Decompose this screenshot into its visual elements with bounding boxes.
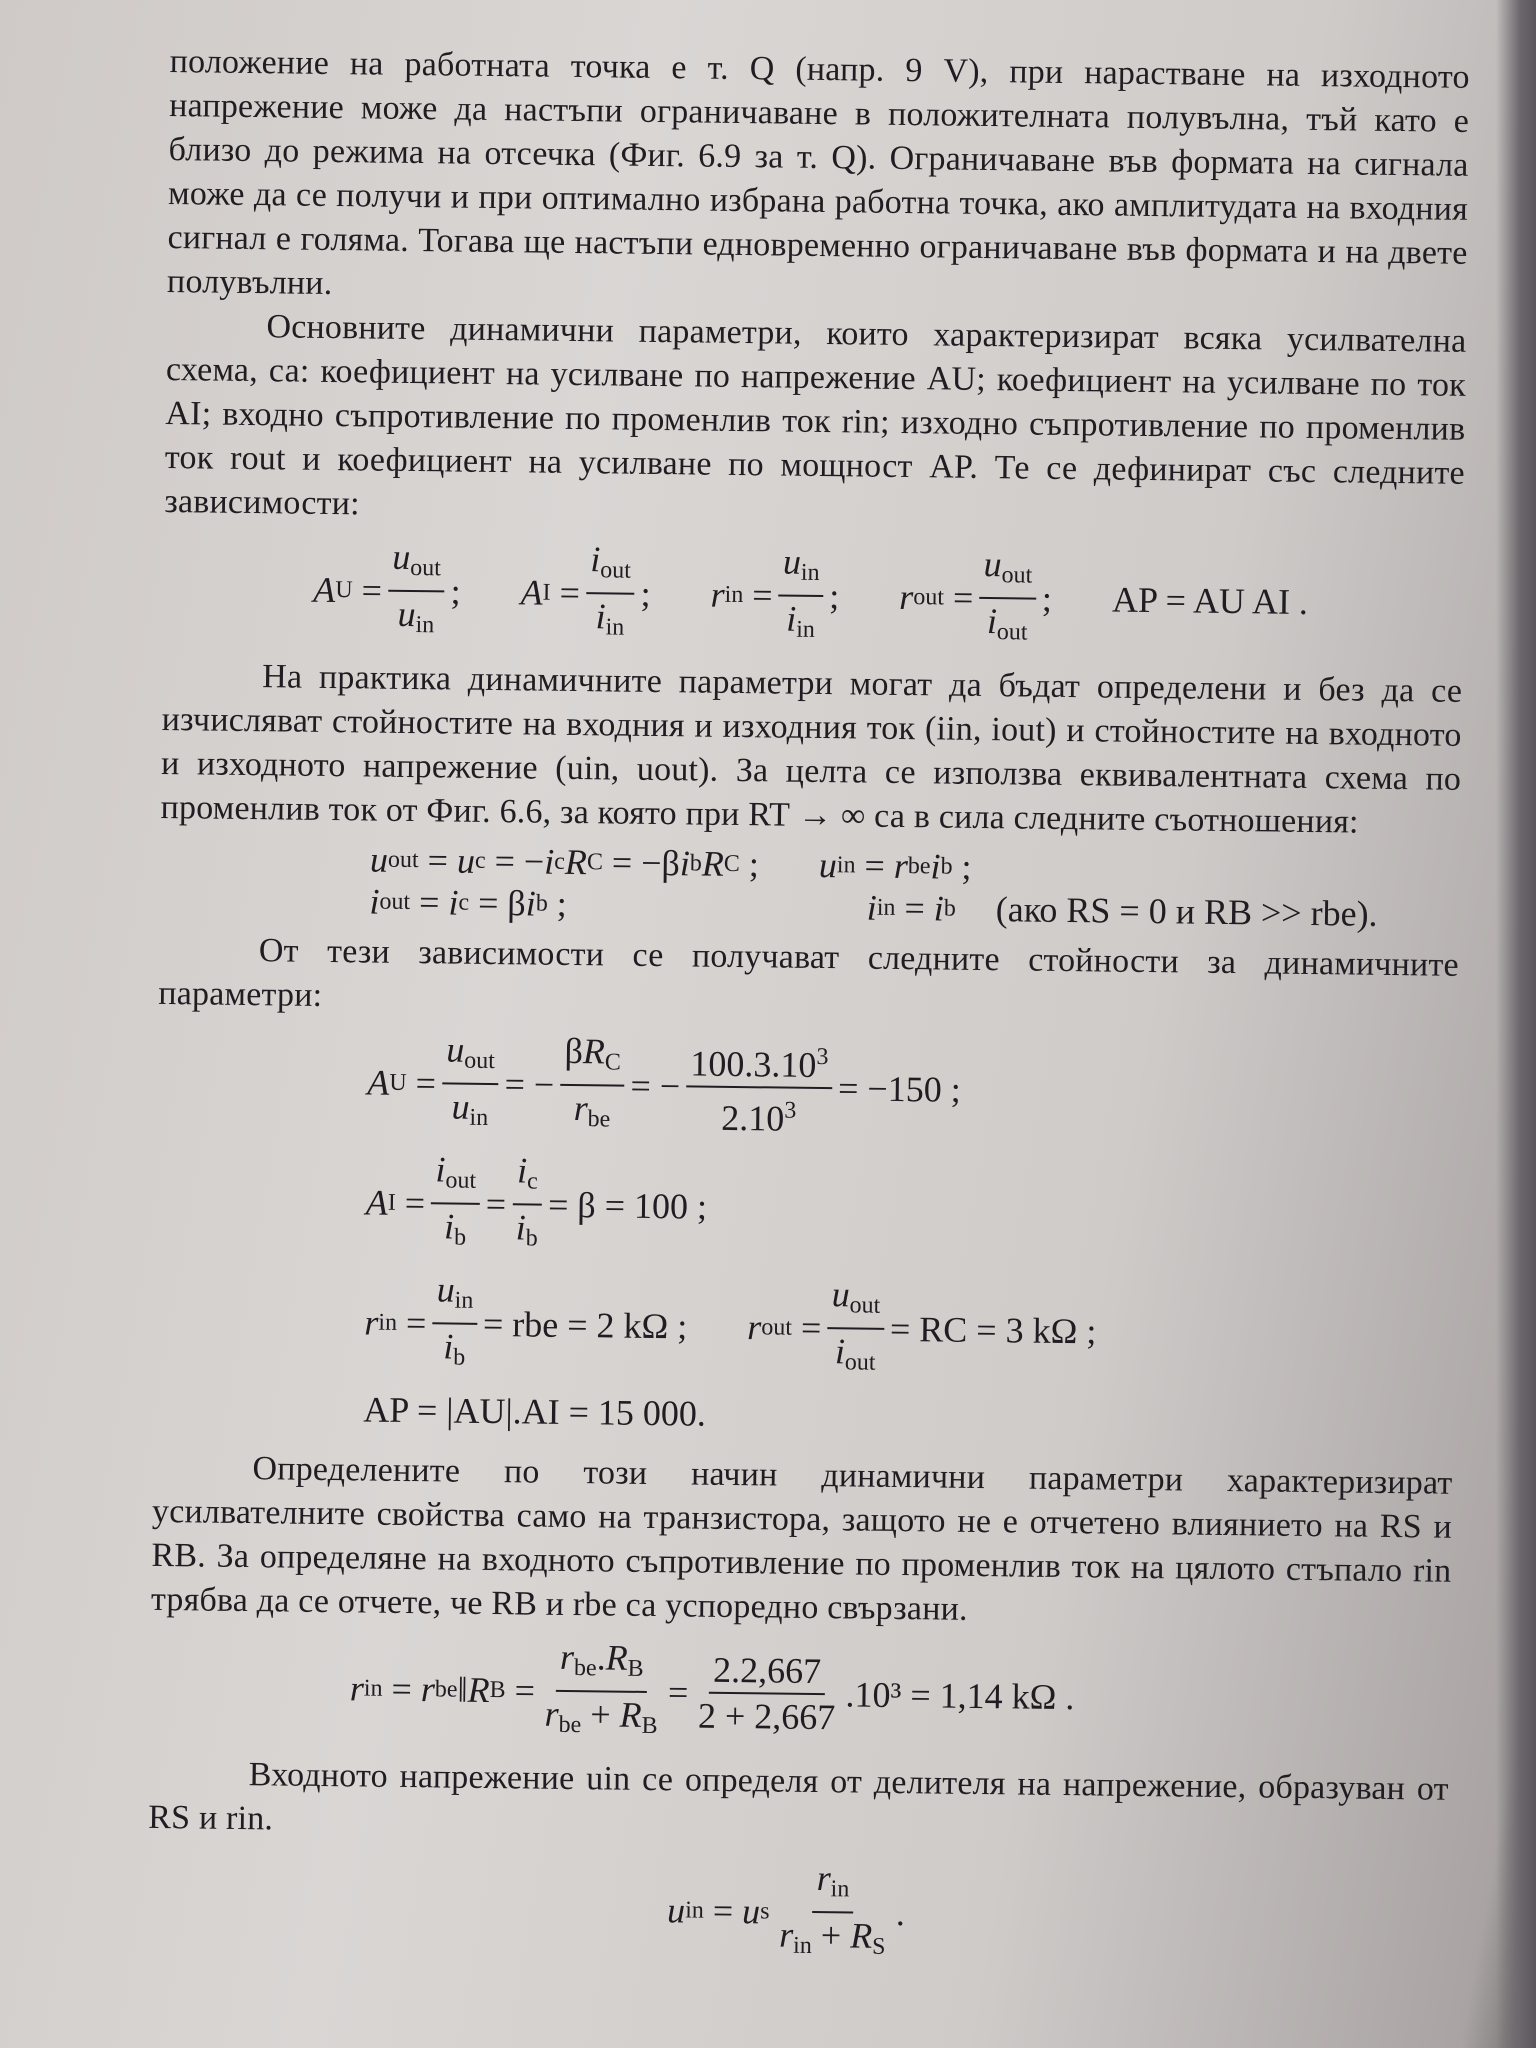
equation-condition-note: (ако RS = 0 и RB >> rbe). [995, 889, 1378, 934]
rin-total-denominator: 2 + 2,667 [697, 1695, 836, 1738]
equation-relations-row2: i out = i c = β i b ; i in = i b (ако RS = 0 и RB >> rbe). [369, 881, 1378, 934]
equation-ai: A I = $\frac{i_{out}}{i_b}$ = $\frac{i_c}{i_b}$ = β = 100 ; [365, 1149, 708, 1252]
equation-rin-total: r in = r be ‖ R B = $\frac{r_{be}.R_B}{r_{be} + R_B}$ = $\frac{2.2,667}{2 + 2,667}$ .10³ = 1,14 kΩ . [349, 1636, 1075, 1740]
paragraph-practice: На практика динамичните параметри могат да бъдат определени и без да се изчисляват стойностите на входния и изходния ток (iin, iout) и стойностите на входното и изходното напрежение (uin, uout). За целта се използва еквивалентната схема по променлив ток от Фиг. 6.6, за която при RT → ∞ са в сила следните съотношения: [160, 658, 1463, 841]
equation-uin-divider: u in = u s $\frac{r_{in}}{r_{in} + R_S}$ . [666, 1858, 906, 1960]
paragraph-transistor-only: Определените по този начин динамични параметри характеризират усилвателните свойства само на транзистора, защото не е отчетено влиянието на RS и RB. За определяне на входното съпротивление по променлив ток на цялото стъпало rin трябва да се отчете, че RB и rbe са успоредно свързани. [150, 1450, 1453, 1628]
rin-total-result: .10³ = 1,14 kΩ . [845, 1674, 1075, 1718]
au-numerator: 100.3.10 [690, 1043, 817, 1085]
rin-result: = rbe = 2 kΩ ; [482, 1303, 688, 1347]
rin-total-numerator: 2.2,667 [709, 1650, 826, 1695]
paragraph-input-voltage: Входното напрежение uin се определя от делителя на напрежение, образуван от RS и rin. [148, 1756, 1449, 1838]
book-page [146, 40, 1470, 2046]
equation-definitions: A U = $\frac{u_{out}}{u_{in}}$ ; A I = $\frac{i_{out}}{i_{in}}$ ; r in = $\frac{u_{in}}{i_{in}}$ ; r out = $\frac{u_{out}}{i_{out}}$ ; AP = AU AI . [313, 536, 1309, 646]
equation-au: A U = $\frac{u_{out}}{u_{in}}$ = − $\frac{\beta R_C}{r_{be}}$ = − $\frac{100.3.10^3}{2.10^3}$ = −150 ; [367, 1029, 961, 1139]
paragraph-results-intro: От тези зависимости се получават следните стойности за динамичните параметри: [158, 932, 1460, 1014]
equation-ap [363, 1388, 1453, 1443]
rout-result: = RC = 3 kΩ ; [889, 1308, 1097, 1352]
paragraph-operating-point: положение на работната точка е т. Q (напр. 9 V), при нарастване на изходното напрежение може да настъпи ограничаване в положителната полувълна, тъй като е близо до режима на отсечка (Фиг. 6.9 за т. Q). Ограничаване във формата на сигнала може да се получи и при оптимално избрана работна точка, ако амплитудата на входния сигнал е голяма. Тогава ще настъпи едновременно ограничаване във формата и на двете полувълни. [166, 42, 1470, 303]
au-denominator: 2.10 [721, 1097, 785, 1139]
page-edge [1496, 0, 1536, 2048]
paragraph-dynamic-parameters: Основните динамични параметри, които характеризират всяка усилвателна схема, са: коефициент на усилване по напрежение AU; коефициент на усилване по ток AI; входно съпротивление по променлив ток rin; изходно съпротивление по променлив ток rout и коефициент на усилване по мощност AP. Те се дефинират със следните зависимости: [164, 308, 1467, 523]
ap-result: AP = |AU|.AI = 15 000. [363, 1389, 707, 1434]
ai-result: = β = 100 ; [547, 1184, 708, 1227]
equation-ap-definition: AP = AU AI . [1111, 579, 1309, 622]
au-result: = −150 ; [837, 1068, 961, 1110]
equation-rin-rout: r in = $\frac{u_{in}}{i_b}$ = rbe = 2 kΩ ; r out = $\frac{u_{out}}{i_{out}}$ = RC = 3 kΩ ; [364, 1269, 1097, 1376]
equation-relations-row1: u out = u c = − i c R C = −β i b R C ; u in = r be i b ; [369, 839, 972, 887]
